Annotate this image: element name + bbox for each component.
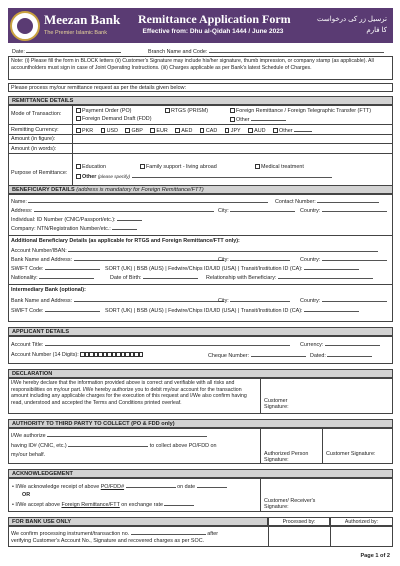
beneficiary-swift[interactable]: SWIFT Code:	[11, 265, 100, 272]
amount-words-label: Amount (in words):	[11, 146, 57, 152]
authority-line-3: my/our behalf.	[11, 452, 46, 458]
authority-customer-signature[interactable]: Customer Signature:	[326, 451, 376, 457]
section-declaration-header: DECLARATION	[8, 369, 393, 378]
intermediary-title: Intermediary Bank (optional):	[11, 287, 86, 293]
authority-line-1[interactable]: I/We authorize	[11, 432, 207, 439]
beneficiary-dob[interactable]: Date of Birth:	[110, 274, 198, 281]
mode-other[interactable]: Other	[230, 116, 286, 123]
section-remittance-header: REMITTANCE DETAILS	[8, 96, 393, 105]
beneficiary-address[interactable]: Address:	[11, 207, 214, 214]
ack-or: OR	[22, 492, 31, 498]
mode-po[interactable]: Payment Order (PO)	[76, 108, 131, 114]
checkbox-icon	[165, 108, 170, 113]
beneficiary-bank-address[interactable]: Bank Name and Address:	[11, 256, 224, 263]
applicant-account-title[interactable]: Account Title:	[11, 341, 290, 348]
beneficiary-name[interactable]: Name:	[11, 198, 268, 205]
currency-label: Remitting Currency:	[11, 127, 59, 133]
instructions-note: Note: (i) Please fill the form in BLOCK letters (ii) Customer's Signature may include his/her signature, thumb impression, or company stamp (as applicable). All accountholders must sign in case of Joint Operating Instructions. (iii) Charges applicable as per Bank's latest Schedule of Charges.	[11, 58, 374, 71]
section-authority-header: AUTHORITY TO THIRD PARTY TO COLLECT (PO & FDD only)	[8, 419, 393, 428]
branch-field[interactable]: Branch Name and Code:	[148, 48, 384, 55]
applicant-dated[interactable]: Dated:	[310, 352, 372, 359]
bank-use-line-2: verifying Customer's Account No., Signature and recovered charges as per SOC.	[11, 538, 205, 544]
authorized-person-signature[interactable]: Authorized Person Signature:	[264, 451, 309, 463]
beneficiary-bank-country[interactable]: Country:	[300, 256, 387, 263]
mode-fdd[interactable]: Foreign Demand Draft (FDD)	[76, 116, 152, 122]
authority-line-2[interactable]: having ID# (CNIC, etc.) to collect above PO/FDD on	[11, 443, 217, 449]
bank-use-line-1[interactable]: We confirm processing instrument/transaction no. after	[11, 531, 219, 537]
mode-label: Mode of Transaction:	[11, 111, 62, 117]
section-ack-header: ACKNOWLEDGEMENT	[8, 469, 393, 478]
checkbox-icon	[76, 116, 81, 121]
purpose-other[interactable]: Other (please specify)	[76, 173, 332, 180]
form-header	[8, 8, 393, 43]
purpose-medical[interactable]: Medical treatment	[255, 164, 304, 170]
beneficiary-bank-city[interactable]: City:	[218, 256, 290, 263]
declaration-text: I/We hereby declare that the information provided above is correct and verifiable with all risks and responsibilities on my/our part. I/We hereby authorize you to debit my/our account for the transaction amount including any applicable charges for the execution of this request and I/We also confirm having read, understood and accepted the Terms and Conditions printed overleaf.	[11, 380, 247, 406]
section-beneficiary-header: BENEFICIARY DETAILS (address is mandatory for Foreign Remittance/FTT)	[8, 185, 393, 194]
section-applicant-header: APPLICANT DETAILS	[8, 327, 393, 336]
remittance-box	[8, 105, 393, 194]
intermediary-country[interactable]: Country:	[300, 297, 387, 304]
beneficiary-contact[interactable]: Contact Number:	[275, 198, 379, 205]
mode-rtgs[interactable]: RTGS (PRISM)	[165, 108, 208, 114]
section-bank-use-header: FOR BANK USE ONLY	[8, 517, 268, 526]
intermediary-swift[interactable]: SWIFT Code:	[11, 307, 100, 314]
beneficiary-country[interactable]: Country:	[300, 207, 387, 214]
date-field[interactable]: Date:	[12, 48, 121, 55]
currency-options[interactable]: PKR USD GBP EUR AED CAD JPY AUD Other	[76, 127, 312, 134]
beneficiary-nationality[interactable]: Nationality:	[11, 274, 94, 281]
additional-details-title: Additional Beneficiary Details (as applicable for RTGS and Foreign Remittance/FTT only):	[11, 238, 240, 244]
beneficiary-sort-code[interactable]: SORT (UK) | BSB (AUS) | Fedwire/Chips ID/UID (USA) | Transit/Institution ID (CA):	[105, 265, 359, 272]
bank-tagline: The Premier Islamic Bank	[44, 30, 107, 36]
purpose-family[interactable]: Family support - living abroad	[140, 164, 217, 170]
effective-date: Effective from: Dhu al-Qidah 1444 / June 2023	[142, 28, 284, 35]
intermediary-sort-code[interactable]: SORT (UK) | BSB (AUS) | Fedwire/Chips ID/UID (USA) | Transit/Institution ID (CA):	[105, 307, 359, 314]
checkbox-icon	[230, 108, 235, 113]
purpose-education[interactable]: Education	[76, 164, 106, 170]
beneficiary-city[interactable]: City:	[218, 207, 295, 214]
processed-by[interactable]: Processed by:	[268, 517, 330, 526]
applicant-account-number[interactable]: Account Number (14 Digits):	[11, 352, 143, 358]
checkbox-icon	[76, 108, 81, 113]
process-request-text: Please process my/our remittance request as per the details given below:	[11, 85, 186, 91]
checkbox-icon	[230, 117, 235, 122]
authorized-by[interactable]: Authorized by:	[330, 517, 393, 526]
beneficiary-id[interactable]: Individual: ID Number (CNIC/Passport/etc.):	[11, 216, 142, 223]
beneficiary-company[interactable]: Company: NTN/Registration Number/etc.:	[11, 225, 137, 232]
intermediary-city[interactable]: City:	[218, 297, 290, 304]
bank-logo-icon	[10, 11, 40, 41]
applicant-currency[interactable]: Currency:	[300, 341, 380, 348]
ack-line-1[interactable]: • I/We acknowledge receipt of above PO/FDD# on date	[12, 483, 227, 490]
ack-signature[interactable]: Customer/ Receiver's Signature:	[264, 498, 316, 510]
urdu-title: ترسیل زر کی درخواست کا فارم	[317, 16, 387, 34]
beneficiary-iban[interactable]: Account Number/IBAN:	[11, 247, 378, 254]
form-title: Remittance Application Form	[138, 12, 291, 26]
beneficiary-relationship[interactable]: Relationship with Beneficiary:	[206, 274, 373, 281]
ack-line-2[interactable]: • I/We accept above Foreign Remittance/FTT on exchange rate	[12, 501, 194, 508]
page-number: Page 1 of 2	[360, 553, 390, 559]
declaration-signature[interactable]: Customer Signature:	[264, 398, 289, 410]
applicant-cheque-number[interactable]: Cheque Number:	[208, 352, 306, 359]
bank-name: Meezan Bank	[44, 12, 121, 27]
intermediary-bank-address[interactable]: Bank Name and Address:	[11, 297, 224, 304]
amount-figure-label: Amount (in figure):	[11, 136, 56, 142]
mode-ftt[interactable]: Foreign Remittance / Foreign Telegraphic Transfer (FTT)	[230, 108, 371, 114]
purpose-label: Purpose of Remittance:	[11, 170, 68, 176]
